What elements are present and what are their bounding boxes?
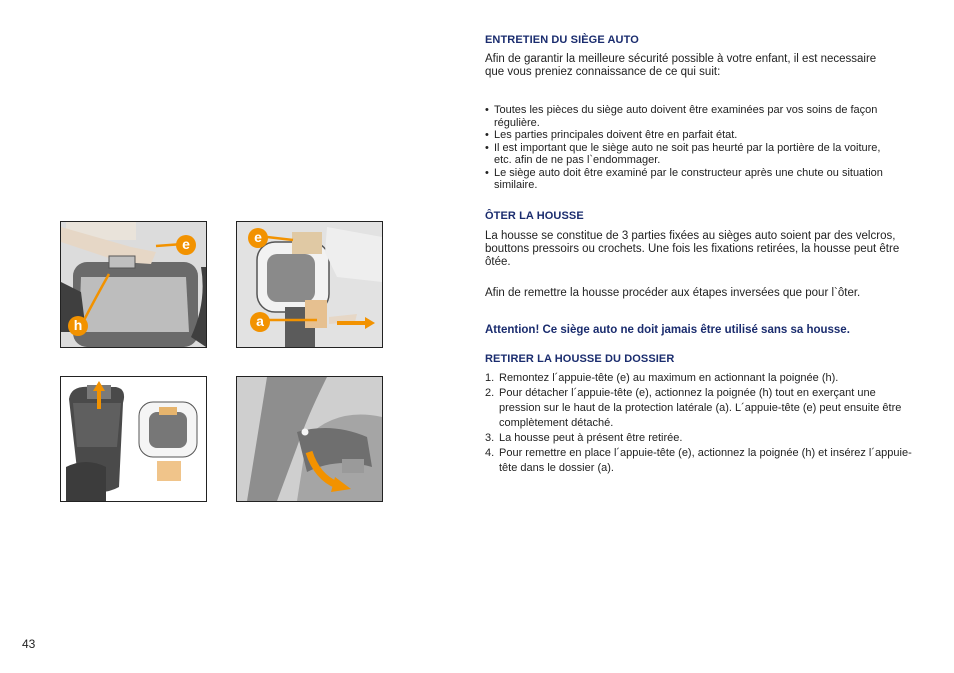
step-item <box>485 431 920 446</box>
step-text: Pour détacher l´appuie-tête (e), actionnez la poignée (h) tout en exerçant une pression sur le haut de la protection latérale (a). L´appuie-tête (e) peut ensuite être complètement détaché. <box>499 386 902 429</box>
cover-description: La housse se constitue de 3 parties fixées au sièges auto soient par des velcros, bouttons pressoirs ou crochets. Une fois les fixations retirées, la housse peut être ôtée. <box>485 229 900 268</box>
bullet-item: • Le siège auto doit être examiné par le constructeur après une chute ou situation similaire. <box>485 167 895 192</box>
figure-4-reattach-headrest <box>236 376 383 502</box>
text-column <box>485 34 925 476</box>
attention-warning: Attention! Ce siège auto ne doit jamais être utilisé sans sa housse. <box>485 323 850 336</box>
bullet-item: • Toutes les pièces du siège auto doivent être examinées par vos soins de façon régulière. <box>485 104 895 129</box>
backrest-steps-list <box>485 371 920 476</box>
section-heading-entretien: ENTRETIEN DU SIÈGE AUTO <box>485 34 639 46</box>
step-text: Pour remettre en place l´appuie-tête (e), actionnez la poignée (h) et insérez l´appuie-tête dans le dossier (a). <box>499 446 912 474</box>
section-intro: Afin de garantir la meilleure sécurité possible à votre enfant, il est necessaire que vous preniez connaissance de ce qui suit: <box>485 53 877 78</box>
figure-3-illustration <box>61 377 206 501</box>
step-number: 2. <box>485 386 495 399</box>
step-text: La housse peut à présent être retirée. <box>499 431 683 444</box>
figure-1-label-h: h <box>68 316 88 336</box>
step-item <box>485 371 920 386</box>
step-number: 1. <box>485 371 495 384</box>
figure-2-label-e: e <box>248 228 268 248</box>
cover-reinstall-note: Afin de remettre la housse procéder aux étapes inversées que pour l`ôter. <box>485 286 861 299</box>
section-heading-retirer-housse: RETIRER LA HOUSSE DU DOSSIER <box>485 352 675 365</box>
step-item <box>485 386 920 431</box>
figure-4-illustration <box>237 377 382 501</box>
bullet-item: • Il est important que le siège auto ne soit pas heurté par la portière de la voiture, etc. afin de ne pas l`endommager. <box>485 142 895 167</box>
step-text: Remontez l´appuie-tête (e) au maximum en actionnant la poignée (h). <box>499 371 839 384</box>
figure-2-label-a: a <box>250 312 270 332</box>
bullet-item: • Les parties principales doivent être en parfait état. <box>485 129 895 142</box>
maintenance-bullet-list <box>485 104 895 192</box>
figure-1-label-e: e <box>176 235 196 255</box>
page-number: 43 <box>22 637 36 651</box>
step-item <box>485 446 920 476</box>
step-number: 4. <box>485 446 495 459</box>
step-number: 3. <box>485 431 495 444</box>
figure-3-removed-cover <box>60 376 207 502</box>
section-heading-oter-housse: ÔTER LA HOUSSE <box>485 209 584 222</box>
